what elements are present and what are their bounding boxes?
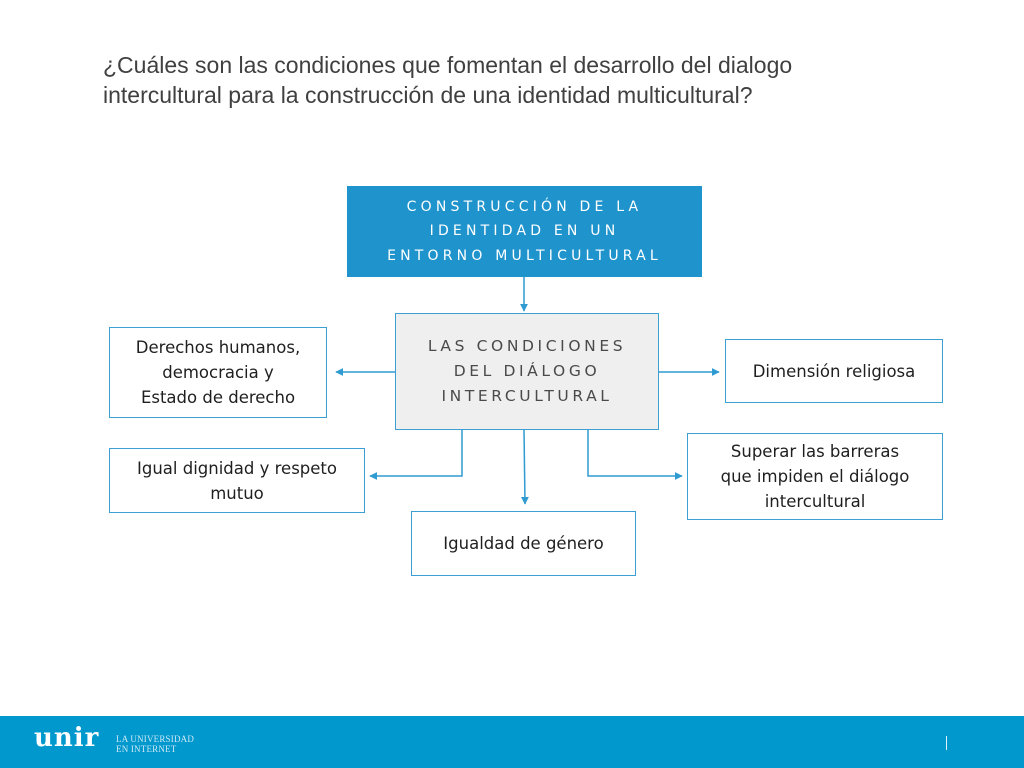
condition-human-rights-line-2: democracia y	[162, 363, 274, 382]
identity-construction-line-3: ENTORNO MULTICULTURAL	[387, 247, 662, 264]
condition-human-rights-line-3: Estado de derecho	[140, 388, 296, 407]
condition-barriers-box	[687, 433, 943, 520]
identity-construction-line-1: CONSTRUCCIÓN DE LA	[406, 198, 643, 215]
condition-religious-line-1: Dimensión religiosa	[752, 361, 916, 381]
condition-dignity-box	[109, 448, 365, 513]
footer-divider	[946, 736, 947, 750]
condition-barriers-line-2: que impiden el diálogo	[720, 467, 910, 486]
condition-barriers-line-1: Superar las barreras	[730, 442, 900, 461]
logo-tagline	[116, 734, 194, 754]
condition-gender-box	[411, 511, 636, 576]
slide-title-line-1: ¿Cuáles son las condiciones que fomentan el desarrollo del dialogo	[103, 52, 793, 78]
arrow-to-dignidad	[370, 430, 462, 476]
slide-title-line-2: intercultural para la construcción de una identidad multicultural?	[103, 82, 753, 108]
condition-gender-line-1: Igualdad de género	[443, 534, 604, 553]
identity-construction-box	[347, 186, 702, 277]
arrow-to-genero	[524, 430, 525, 504]
condition-barriers-line-3: intercultural	[764, 492, 866, 511]
condition-dignity-line-2: mutuo	[210, 483, 264, 503]
identity-construction-line-2: IDENTIDAD EN UN	[429, 223, 620, 240]
condition-human-rights-box	[109, 327, 327, 418]
footer-bar	[0, 716, 1024, 768]
unir-logo: unir	[34, 723, 100, 753]
dialogue-conditions-box	[395, 313, 659, 430]
dialogue-conditions-line-3: INTERCULTURAL	[441, 387, 613, 405]
condition-human-rights-line-1: Derechos humanos,	[135, 338, 301, 357]
logo-tagline-line-2: EN INTERNET	[116, 744, 177, 754]
logo-tagline-line-1: LA UNIVERSIDAD	[116, 734, 195, 744]
dialogue-conditions-line-2: DEL DIÁLOGO	[453, 362, 601, 380]
arrow-to-barreras	[588, 430, 682, 476]
condition-religious-box	[725, 339, 943, 403]
condition-dignity-line-1: Igual dignidad y respeto	[137, 458, 337, 478]
dialogue-conditions-line-1: LAS CONDICIONES	[427, 337, 627, 355]
